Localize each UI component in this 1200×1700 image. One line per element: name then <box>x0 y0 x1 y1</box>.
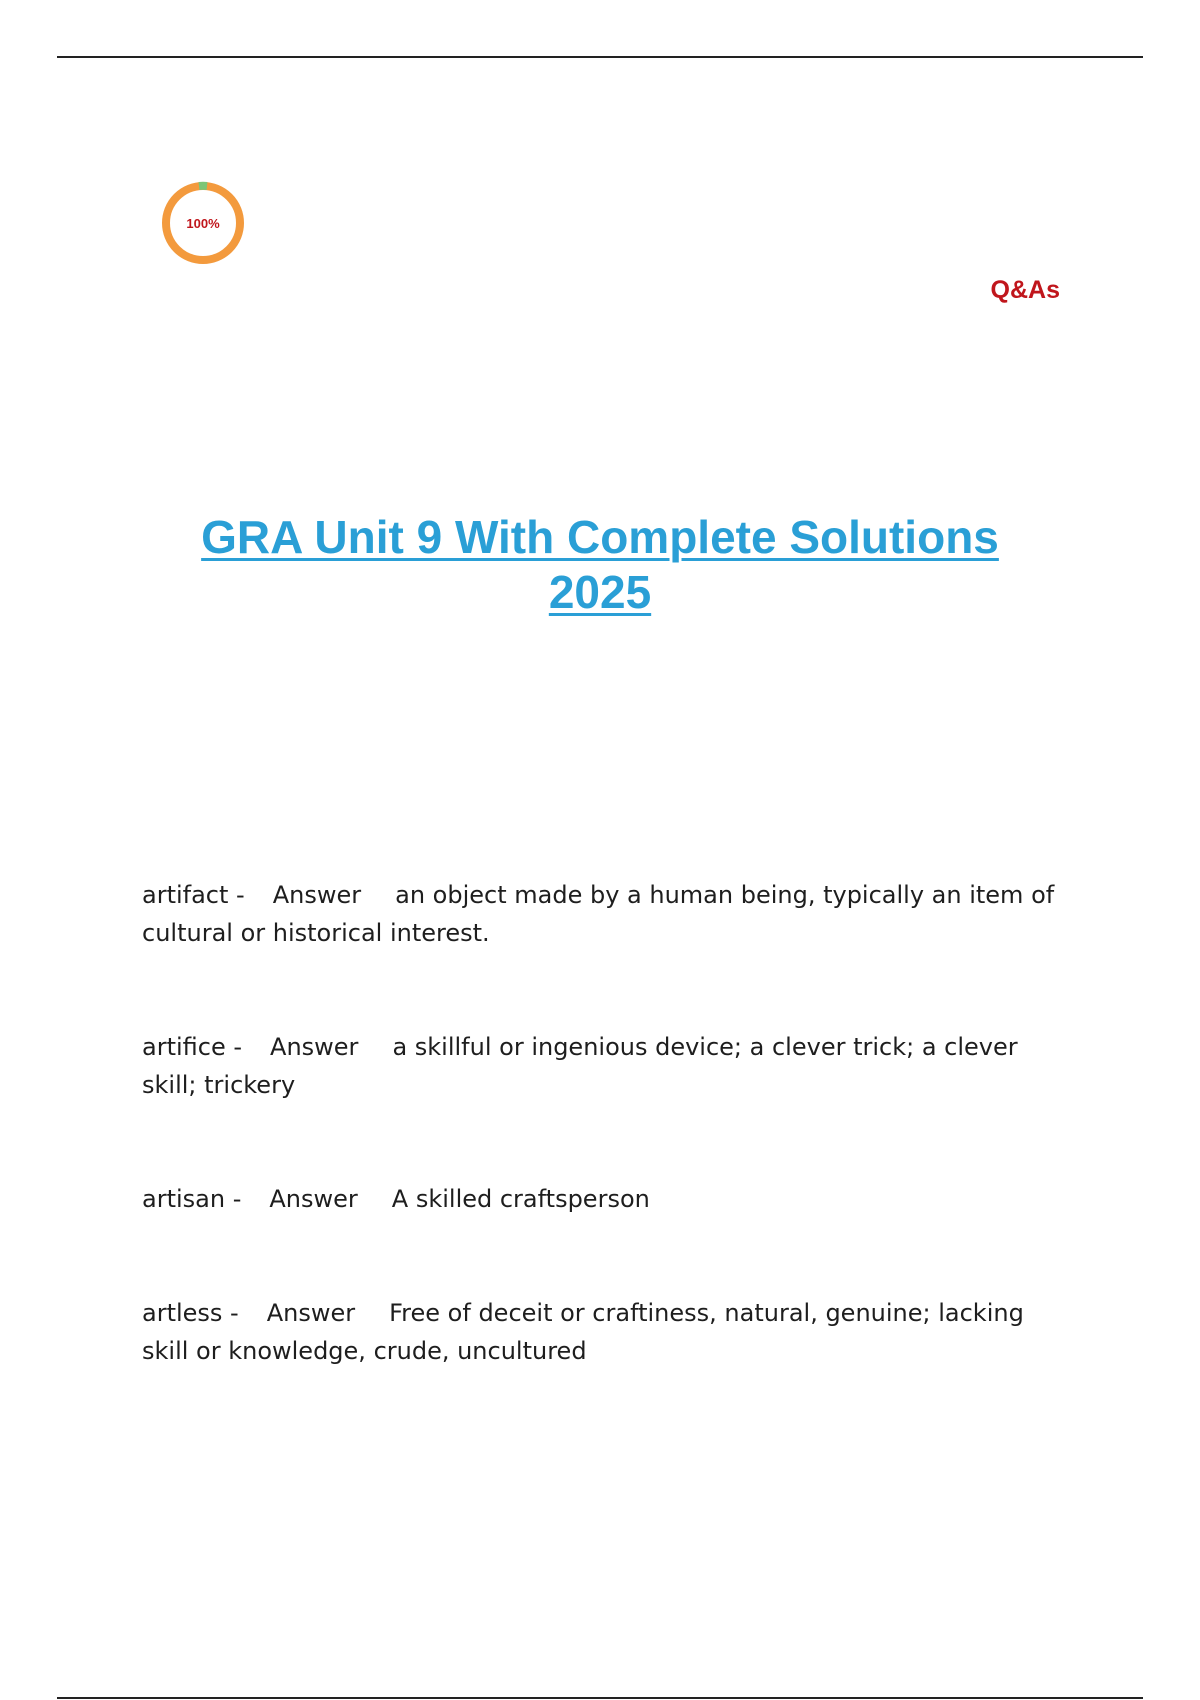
document-title <box>100 510 1100 620</box>
bottom-divider <box>57 1697 1143 1699</box>
qa-entry-artifice <box>142 1028 1072 1104</box>
entry-definition: A skilled craftsperson <box>391 1185 650 1213</box>
entry-definition: an object made by a human being, typically an item of cultural or historical interest. <box>142 881 1055 947</box>
entry-term: artifact - <box>142 881 245 909</box>
qa-list <box>142 876 1072 1370</box>
qa-entry-artless <box>142 1294 1072 1370</box>
entry-answer-label: Answer <box>272 881 362 909</box>
entry-term: artisan - <box>142 1185 242 1213</box>
entry-term: artless - <box>142 1299 239 1327</box>
entry-answer-label: Answer <box>270 1033 359 1061</box>
entry-answer-label: Answer <box>269 1185 358 1213</box>
badge-label: 100% <box>186 216 220 231</box>
qa-entry-artisan <box>142 1180 1072 1218</box>
top-divider <box>57 56 1143 58</box>
entry-answer-label: Answer <box>266 1299 356 1327</box>
completion-badge <box>158 178 248 268</box>
entry-term: artifice - <box>142 1033 243 1061</box>
entry-definition: Free of deceit or craftiness, natural, genuine; lacking skill or knowledge, crude, uncultured <box>142 1299 1024 1365</box>
title-line-1: GRA Unit 9 With Complete Solutions <box>201 511 999 563</box>
entry-definition: a skillful or ingenious device; a clever trick; a clever skill; trickery <box>142 1033 1018 1099</box>
qa-label: Q&As <box>990 276 1060 304</box>
qa-entry-artifact <box>142 876 1072 952</box>
title-line-2: 2025 <box>548 566 652 618</box>
progress-ring-icon <box>158 178 248 268</box>
